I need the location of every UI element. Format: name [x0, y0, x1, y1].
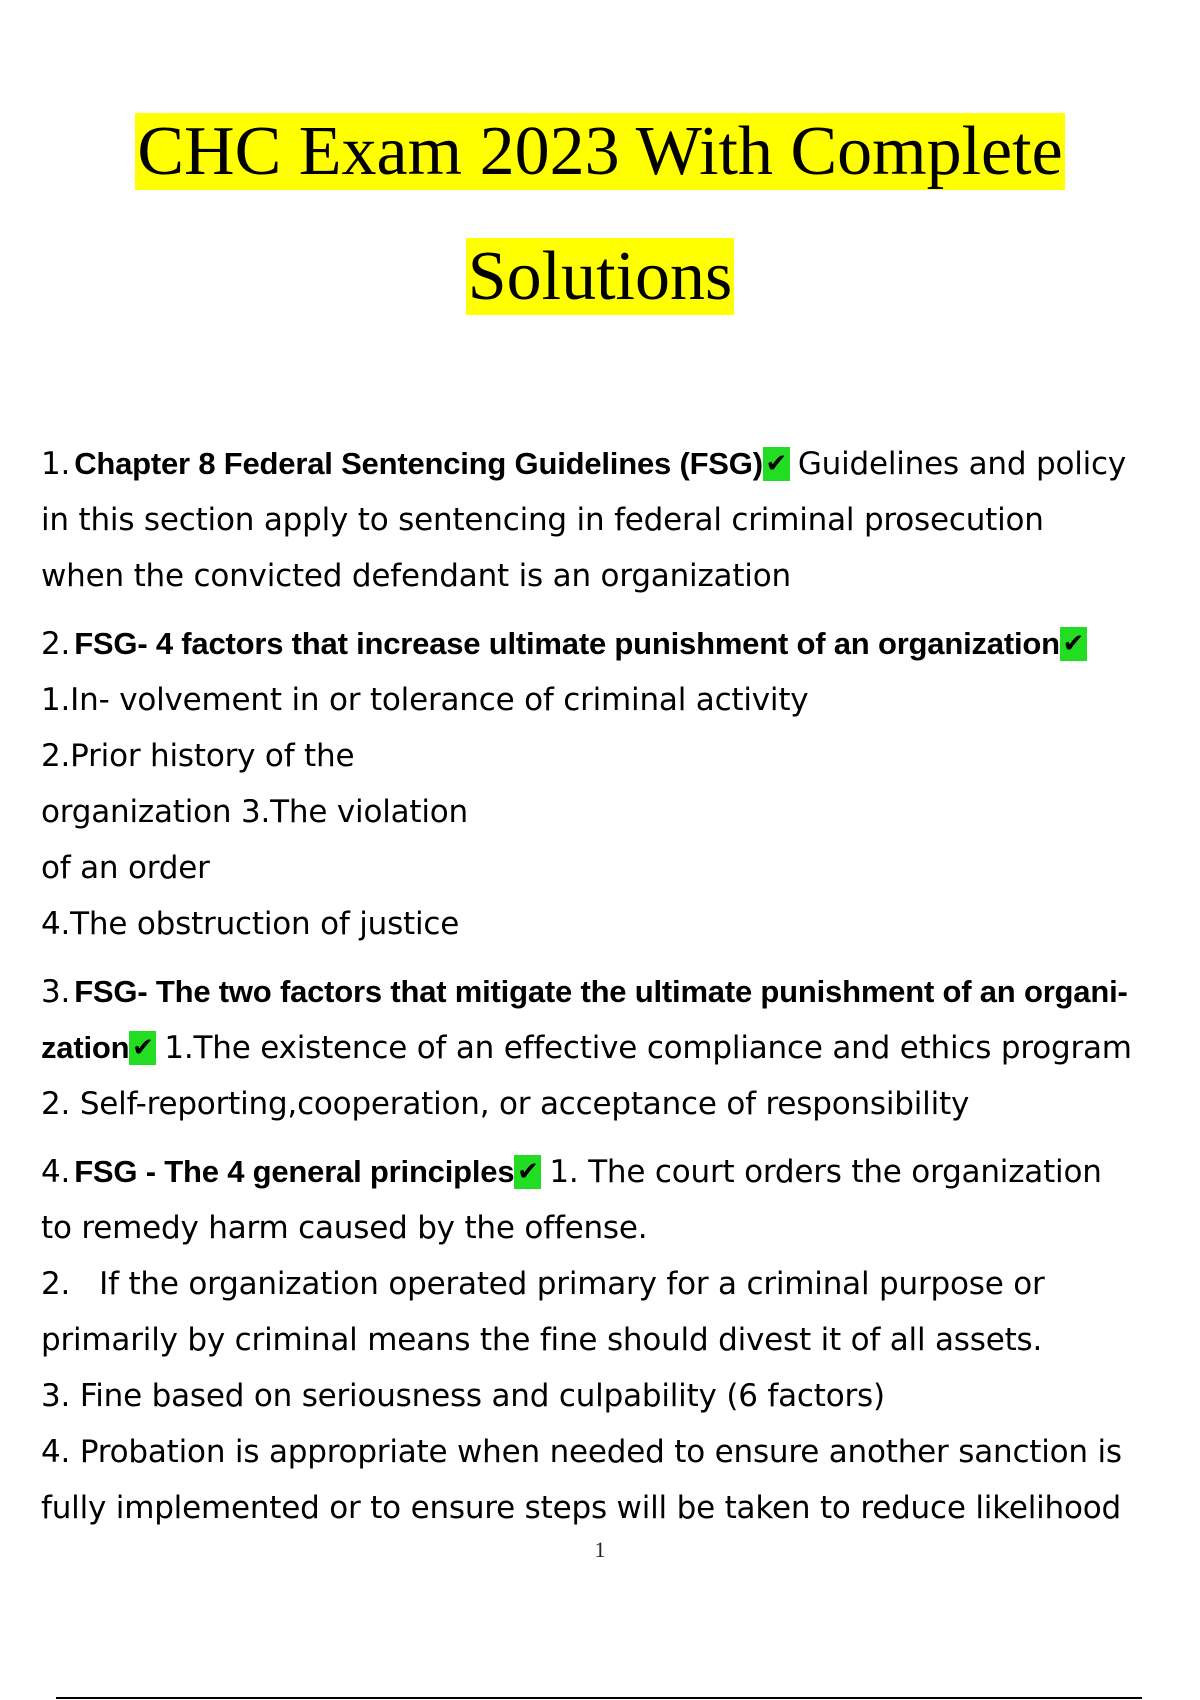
document-title-line-1: [0, 110, 1200, 194]
answer-text: 1. The court orders the organization: [549, 1154, 1102, 1190]
answer-line: 4. Probation is appropriate when needed to ensure another sanction is: [41, 1434, 1122, 1470]
answer-line: in this section apply to sentencing in federal criminal prosecution: [41, 502, 1044, 538]
item-number: 1.: [41, 446, 71, 482]
question-text: FSG- 4 factors that increase ultimate punishment of an organization: [74, 626, 1060, 661]
answer-line: 2. Self-reporting,cooperation, or acceptance of responsibility: [41, 1086, 970, 1122]
qa-line: [41, 1144, 1191, 1200]
footer-divider: [56, 1697, 1142, 1699]
question-text: FSG- The two factors that mitigate the ultimate punishment of an organi-: [74, 974, 1128, 1009]
question-text: FSG - The 4 general principles: [74, 1154, 515, 1189]
qa-item-1: [41, 436, 1191, 604]
item-number: 4.: [41, 1154, 71, 1190]
qa-line: [41, 616, 1191, 672]
qa-item-2: [41, 616, 1191, 952]
answer-line: of an order: [41, 850, 210, 886]
answer-line: 2.Prior history of the: [41, 738, 355, 774]
answer-line: 2. If the organization operated primary for a criminal purpose or: [41, 1266, 1045, 1302]
qa-line: [41, 1020, 1191, 1076]
answer-text: Guidelines and policy: [797, 446, 1127, 482]
question-text: Chapter 8 Federal Sentencing Guidelines (FSG): [74, 446, 763, 481]
item-number: 3.: [41, 974, 71, 1010]
item-number: 2.: [41, 626, 71, 662]
document-title-line-2: [0, 235, 1200, 319]
check-icon: ✔: [514, 1155, 541, 1189]
check-icon: ✔: [763, 447, 790, 481]
title-highlight: CHC Exam 2023 With Complete: [137, 113, 1063, 190]
answer-line: fully implemented or to ensure steps will be taken to reduce likelihood: [41, 1490, 1122, 1526]
qa-item-4: [41, 1144, 1191, 1536]
answer-line: when the convicted defendant is an organization: [41, 558, 791, 594]
answer-text: 1.The existence of an effective compliance and ethics program: [164, 1030, 1132, 1066]
page-number: 1: [594, 1537, 606, 1562]
answer-line: to remedy harm caused by the offense.: [41, 1210, 648, 1246]
check-icon: ✔: [1060, 627, 1087, 661]
answer-line: organization 3.The violation: [41, 794, 469, 830]
answer-line: 3. Fine based on seriousness and culpability (6 factors): [41, 1378, 885, 1414]
answer-line: 4.The obstruction of justice: [41, 906, 460, 942]
answer-line: primarily by criminal means the fine should divest it of all assets.: [41, 1322, 1043, 1358]
answer-line: 1.In- volvement in or tolerance of criminal activity: [41, 682, 809, 718]
question-text: zation: [41, 1030, 130, 1065]
qa-list: [41, 436, 1191, 1548]
qa-line: [41, 964, 1191, 1020]
qa-line: [41, 436, 1191, 492]
check-icon: ✔: [129, 1031, 156, 1065]
qa-item-3: [41, 964, 1191, 1132]
title-highlight: Solutions: [467, 238, 733, 315]
